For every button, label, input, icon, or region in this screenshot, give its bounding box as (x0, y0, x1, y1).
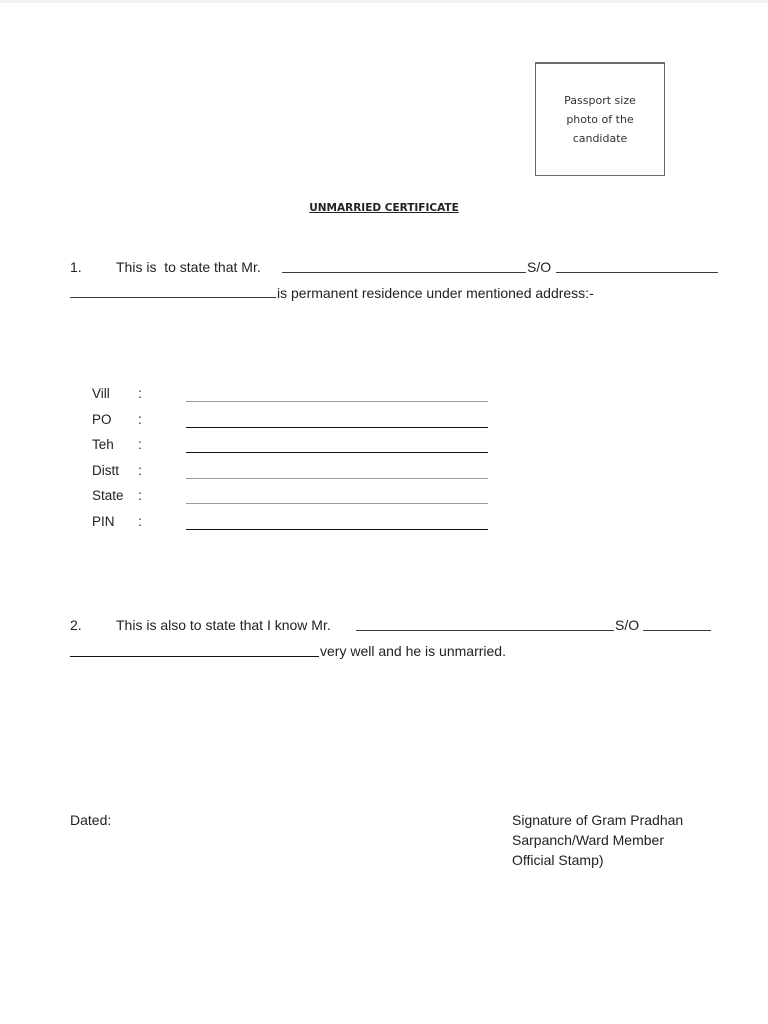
photo-caption-line: photo of the (566, 113, 634, 126)
page-top-edge (0, 0, 768, 3)
po-colon: : (138, 412, 142, 427)
para1-continuation-text: is permanent residence under mentioned address:- (277, 285, 594, 301)
para1-father-name-blank[interactable] (556, 272, 718, 273)
photo-caption-line: candidate (572, 132, 628, 145)
signature-line: Official Stamp) (512, 852, 604, 868)
state-label: State (92, 488, 124, 503)
po-blank[interactable] (186, 427, 488, 428)
signature-line: Signature of Gram Pradhan (512, 812, 684, 828)
para2-name-blank[interactable] (356, 630, 614, 631)
distt-colon: : (138, 463, 142, 478)
para1-name-blank[interactable] (282, 272, 526, 273)
para2-lead-text: This is also to state that I know Mr. (116, 617, 331, 633)
para1-place-blank[interactable] (70, 297, 276, 298)
passport-photo-box (535, 62, 665, 176)
state-blank[interactable] (186, 503, 488, 504)
para1-so-label: S/O (527, 259, 552, 275)
para2-place-blank[interactable] (70, 656, 319, 657)
para2-number: 2. (70, 617, 82, 633)
distt-blank[interactable] (186, 478, 488, 479)
po-label: PO (92, 412, 112, 427)
distt-label: Distt (92, 463, 119, 478)
teh-colon: : (138, 437, 142, 452)
vill-label: Vill (92, 386, 110, 401)
para2-so-label: S/O (615, 617, 640, 633)
para1-lead-text: This is to state that Mr. (116, 259, 261, 275)
pin-label: PIN (92, 514, 115, 529)
vill-blank[interactable] (186, 401, 488, 402)
pin-blank[interactable] (186, 529, 488, 530)
para2-father-name-blank[interactable] (643, 630, 711, 631)
vill-colon: : (138, 386, 142, 401)
teh-label: Teh (92, 437, 114, 452)
teh-blank[interactable] (186, 452, 488, 453)
para2-continuation-text: very well and he is unmarried. (320, 643, 506, 659)
certificate-title: UNMARRIED CERTIFICATE (309, 202, 459, 214)
state-colon: : (138, 488, 142, 503)
signature-line: Sarpanch/Ward Member (512, 832, 664, 848)
photo-caption-line: Passport size (564, 94, 636, 107)
pin-colon: : (138, 514, 142, 529)
para1-number: 1. (70, 259, 82, 275)
dated-label: Dated: (70, 812, 112, 828)
passport-photo-caption (564, 91, 636, 148)
signature-block (512, 810, 683, 870)
